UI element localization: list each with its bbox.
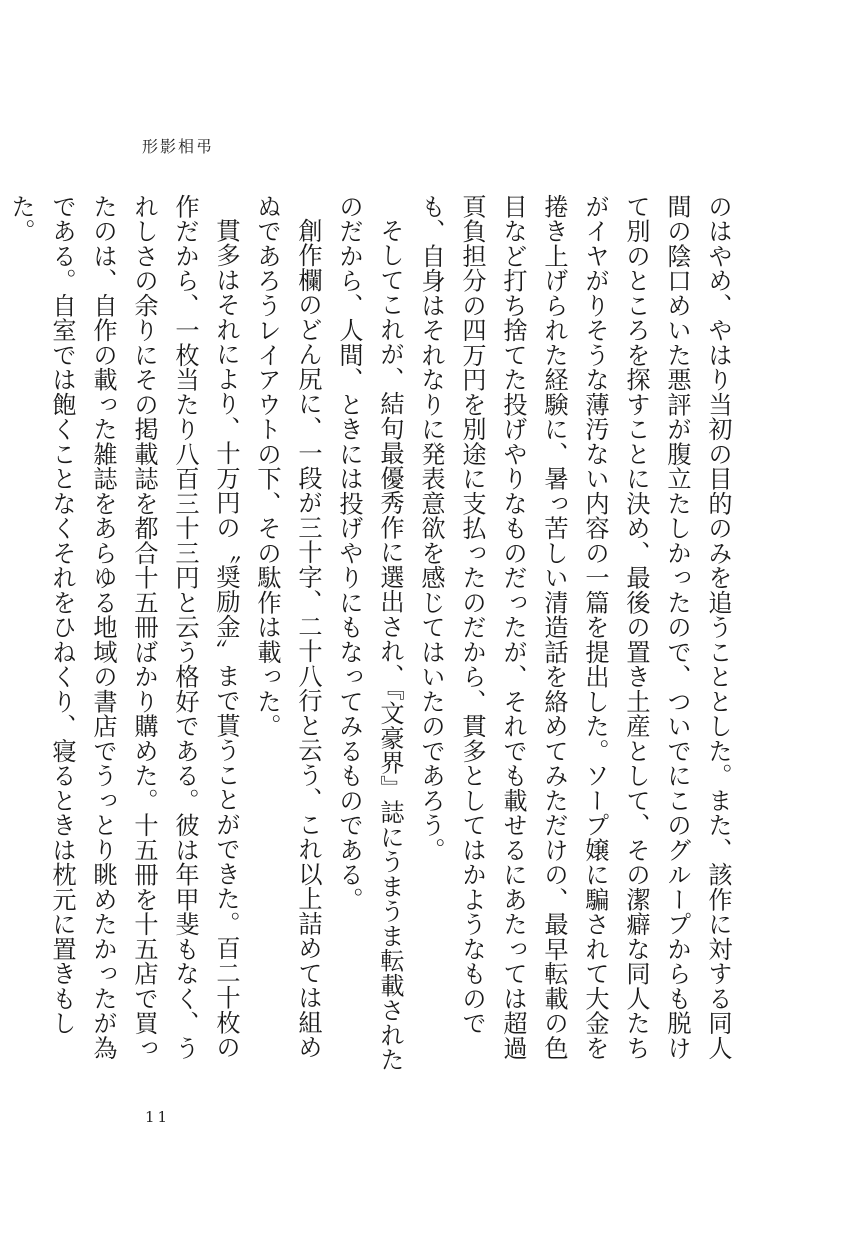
paragraph-1: のはやめ、やはり当初の目的のみを追うこととした。また、該作に対する同人間の陰口めいた悪評が腹立たしかったので、ついでにこのグループからも脱けて別のところを探すことに決め、最後の置き土産として、その潔癖な同人たちがイヤがりそうな薄汚ない内容の一篇を提出した。ソープ嬢に騙されて大金を捲き上げられた経験に、暑っ苦しい清造話を絡めてみただけの、最早転載の色目など打ち捨てた投げやりなものだったが、それでも載せるにあたっては超過頁負担分の四万円を別途に支払ったのだから、貫多としてはかようなものでも、自身はそれなりに発表意欲を感じてはいたのであろう。 (417, 194, 732, 1061)
paragraph-3: 創作欄のどん尻に、一段が三十字、二十八行と云う、これ以上詰めては組めぬであろうレイアウトの下、その駄作は載った。 (253, 194, 322, 1060)
body-text (7, 194, 738, 1074)
paragraph-2: そしてこれが、結句最優秀作に選出され、『文豪界』誌にうまうま転載されたのだから、人間、ときには投げやりにもなってみるものである。 (335, 194, 404, 1073)
page-number: 11 (145, 1108, 171, 1126)
running-head: 形影相弔 (142, 137, 215, 156)
paragraph-4: 貫多はそれにより、十万円の〝奨励金〟まで貰うことができた。百二十枚の作だから、一枚当たり八百三十三円と云う格好である。彼は年甲斐もなく、うれしさの余りにその掲載誌を都合十五冊ばかり購めた。十五冊を十五店で買ったのは、自作の載った雑誌をあらゆる地域の書店でうっとり眺めたかったが為である。自室では飽くことなくそれをひねくり、寝るときは枕元に置きもした。 (7, 194, 240, 1061)
